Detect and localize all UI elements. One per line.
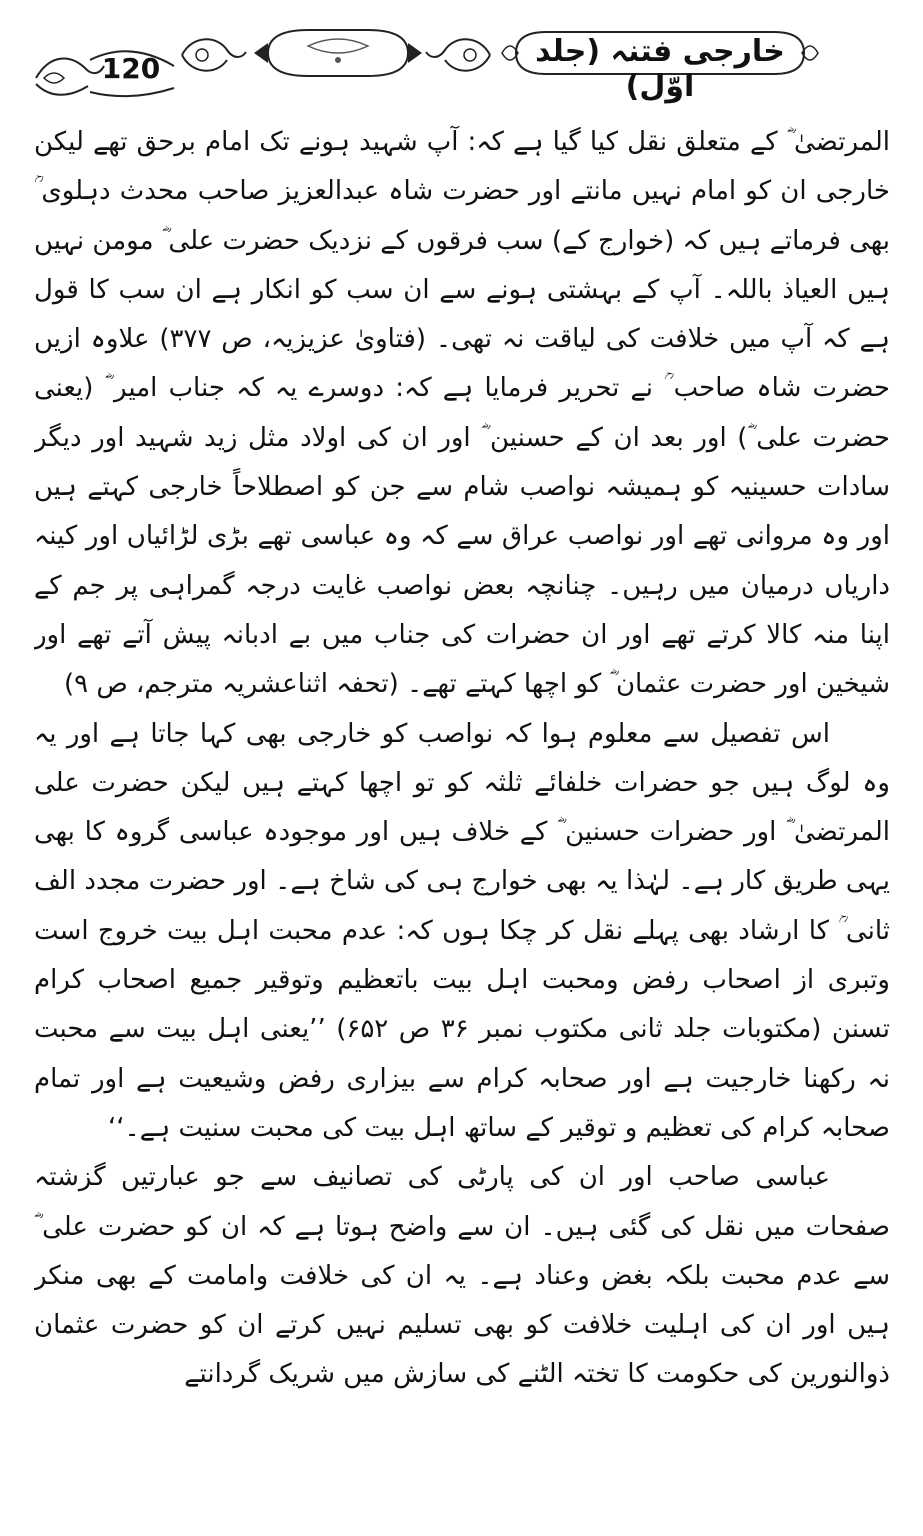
paragraph: عباسی صاحب اور ان کی پارٹی کی تصانیف سے جو عبارتیں گزشتہ صفحات میں نقل کی گئی ہیں۔ ان سے واضح ہوتا ہے کہ ان کو حضرت علی ؓ سے عدم محبت بلکہ بغض وعناد ہے۔ یہ ان کی خلافت وامامت کے بھی منکر ہیں اور ان کی اہلیت خلافت کو بھی تسلیم نہیں کرتے ان کو حضرت عثمان ذوالنورین کی حکومت کا تختہ الٹنے کی سازش میں شریک گردانتے [34,1162,890,1390]
paragraph: المرتضیٰ ؓ کے متعلق نقل کیا گیا ہے کہ: آپ شہید ہونے تک امام برحق تھے لیکن خارجی ان کو امام نہیں مانتے اور حضرت شاہ عبدالعزیز صاحب محدث دہلوی ؒ بھی فرماتے ہیں کہ (خوارج کے) سب فرقوں کے نزدیک حضرت علی ؓ مومن نہیں ہیں العیاذ باللہ۔ آپ کے بہشتی ہونے سے ان سب کو انکار ہے ان سب کا قول ہے کہ آپ میں خلافت کی لیاقت نہ تھی۔ (فتاویٰ عزیزیہ، ص ۳۷۷) علاوہ ازیں حضرت شاہ صاحب ؒ نے تحریر فرمایا ہے کہ: دوسرے یہ کہ جناب امیر ؓ (یعنی حضرت علی ؓ) اور بعد ان کے حسنین ؓ اور ان کی اولاد مثل زید شہید اور دیگر سادات حسینیہ کو ہمیشہ نواصب شام سے جن کو اصطلاحاً خارجی کہتے ہیں اور وہ مروانی تھے اور نواصب عراق سے کہ وہ عباسی تھے بڑی لڑائیاں اور کینہ داریاں درمیان میں رہیں۔ چنانچہ بعض نواصب غایت درجہ گمراہی پر جم کے اپنا منہ کالا کرتے تھے اور ان حضرات کی جناب میں بے ادبانہ پیش آتے تھے اور شیخین اور حضرت عثمان ؓ کو اچھا کہتے تھے۔ (تحفہ اثناعشریہ مترجم، ص ۹) [34,127,890,700]
center-cartouche [248,24,428,82]
center-ornament-left [172,30,252,80]
page-header [0,0,923,110]
book-title: خارجی فتنہ (جلد اوّل) [535,34,785,104]
paragraph: اس تفصیل سے معلوم ہوا کہ نواصب کو خارجی بھی کہا جاتا ہے اور یہ وہ لوگ ہیں جو حضرات خلفائے ثلثہ کو تو اچھا کہتے ہیں لیکن حضرت علی المرتضیٰ ؓ اور حضرات حسنین ؓ کے خلاف ہیں اور موجودہ عباسی گروہ کا بھی یہی طریق کار ہے۔ لہٰذا یہ بھی خوارج ہی کی شاخ ہے۔ اور حضرت مجدد الف ثانی ؒ کا ارشاد بھی پہلے نقل کر چکا ہوں کہ: عدم محبت اہل بیت خروج است وتبری از اصحاب رفض ومحبت اہل بیت باتعظیم وتوقیر جمیع اصحاب کرام تسنن (مکتوبات جلد ثانی مکتوب نمبر ۳۶ ص ۶۵۲) ’’یعنی اہل بیت سے محبت نہ رکھنا خارجیت ہے اور صحابہ کرام سے بیزاری رفض وشیعیت ہے اور تمام صحابہ کرام کی تعظیم و توقیر کے ساتھ اہل بیت کی محبت سنیت ہے۔‘‘ [34,718,890,1143]
center-ornament-right [420,30,500,80]
page-number: 120 [101,52,161,85]
page-body [34,118,890,1528]
